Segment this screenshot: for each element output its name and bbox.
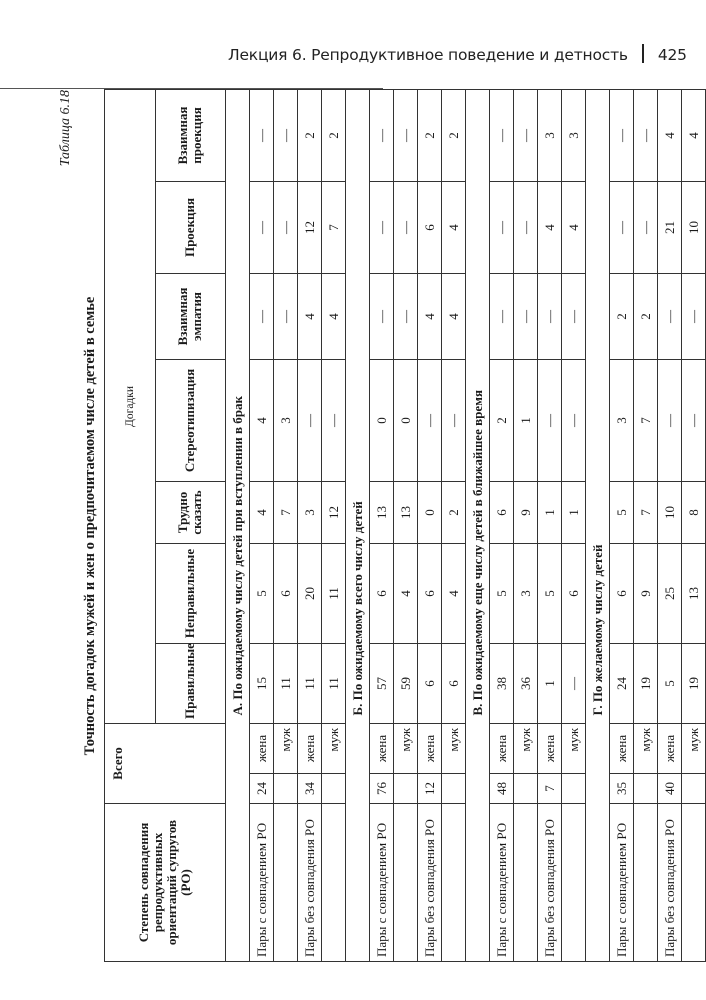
row-respondent: муж [274,723,298,773]
section-label: Б. По ожидаемому всего числу детей [346,89,370,723]
row-value: — [610,89,634,181]
row-value: 15 [250,643,274,723]
data-table [104,89,706,962]
row-value: — [274,89,298,181]
row-value: 7 [634,481,658,543]
row-value: 2 [442,481,466,543]
row-group: Пары без совпадения РО [538,804,562,962]
row-value: — [634,181,658,273]
row-value: 9 [634,543,658,643]
table-body [226,89,706,961]
row-value: — [490,181,514,273]
row-value: 1 [538,481,562,543]
row-total: 35 [610,774,634,804]
section-blank [466,723,490,961]
row-value: 4 [682,89,706,181]
row-group [634,804,658,962]
row-total [634,774,658,804]
row-value: 3 [298,481,322,543]
row-value: — [394,89,418,181]
row-value: 4 [538,181,562,273]
row-group: Пары с совпадением РО [250,804,274,962]
row-value: — [394,181,418,273]
row-value: — [370,89,394,181]
row-value: — [250,273,274,359]
row-group: Пары без совпадения РО [658,804,682,962]
row-value: 25 [658,543,682,643]
header-col-mutual-projection: Взаимная проекция [155,89,225,181]
row-value: 5 [610,481,634,543]
row-value: — [418,359,442,481]
row-total: 76 [370,774,394,804]
row-value: 8 [682,481,706,543]
row-value: — [682,273,706,359]
row-value: 4 [442,181,466,273]
row-value: 6 [370,543,394,643]
row-value: 9 [514,481,538,543]
header-col-correct: Правильные [155,643,225,723]
row-total [562,774,586,804]
row-value: 6 [418,181,442,273]
table-row [418,89,442,961]
row-value: 4 [418,273,442,359]
row-value: 11 [298,643,322,723]
row-value: 4 [562,181,586,273]
section-label: Г. По желаемому числу детей [586,89,610,723]
row-value: 7 [322,181,346,273]
row-value: 4 [250,481,274,543]
row-group: Пары с совпадением РО [370,804,394,962]
row-value: 12 [298,181,322,273]
row-value: — [514,89,538,181]
row-value: 6 [418,543,442,643]
row-total: 12 [418,774,442,804]
row-respondent: муж [442,723,466,773]
row-value: 6 [442,643,466,723]
row-respondent: муж [562,723,586,773]
header-col-projection: Проекция [155,181,225,273]
row-respondent: муж [394,723,418,773]
row-value: 59 [394,643,418,723]
row-value: 0 [418,481,442,543]
header-separator [642,44,644,63]
row-respondent: муж [682,723,706,773]
row-value: — [490,273,514,359]
row-value: — [370,181,394,273]
row-value: 3 [514,543,538,643]
header-col-mutual-empathy: Взаимная эмпатия [155,273,225,359]
row-respondent: жена [418,723,442,773]
row-value: 1 [514,359,538,481]
row-total [514,774,538,804]
row-value: 2 [634,273,658,359]
row-value: 5 [490,543,514,643]
row-value: 2 [322,89,346,181]
row-value: 6 [562,543,586,643]
row-value: 1 [538,643,562,723]
table-row [562,89,586,961]
row-respondent: жена [610,723,634,773]
table-row [370,89,394,961]
table-caption: Таблица 6.18 [58,90,73,167]
row-total: 34 [298,774,322,804]
row-value: 6 [610,543,634,643]
row-value: 19 [682,643,706,723]
row-value: — [514,273,538,359]
row-value: — [610,181,634,273]
table-row [442,89,466,961]
row-group [394,804,418,962]
table-row [490,89,514,961]
page-number: 425 [657,46,687,64]
row-value: — [658,359,682,481]
row-respondent: муж [634,723,658,773]
row-respondent: жена [658,723,682,773]
row-value: 2 [418,89,442,181]
row-value: — [490,89,514,181]
row-value: 12 [322,481,346,543]
row-value: 4 [250,359,274,481]
table-row [394,89,418,961]
table-row [682,89,706,961]
row-value: 2 [298,89,322,181]
row-group [562,804,586,962]
row-value: 5 [538,543,562,643]
row-value: 2 [442,89,466,181]
row-value: — [682,359,706,481]
row-value: 11 [322,643,346,723]
row-value: 0 [370,359,394,481]
section-header-row [346,89,370,961]
row-value: 20 [298,543,322,643]
row-group: Пары без совпадения РО [418,804,442,962]
table-row [514,89,538,961]
table-row [298,89,322,961]
row-value: 24 [610,643,634,723]
row-value: 4 [394,543,418,643]
table-row [658,89,682,961]
row-value: 36 [514,643,538,723]
table-title: Точность догадок мужей и жен о предпочитаемом числе детей в семье [82,296,98,756]
row-respondent: муж [322,723,346,773]
row-respondent: жена [250,723,274,773]
row-respondent: жена [298,723,322,773]
row-value: 6 [418,643,442,723]
row-respondent: жена [490,723,514,773]
row-group [322,804,346,962]
row-value: 2 [610,273,634,359]
row-value: 2 [490,359,514,481]
row-total [442,774,466,804]
row-value: 4 [298,273,322,359]
table-row [610,89,634,961]
section-header-row [586,89,610,961]
row-total [682,774,706,804]
row-value: — [538,359,562,481]
row-group: Пары без совпадения РО [298,804,322,962]
row-value: — [562,643,586,723]
row-value: — [514,181,538,273]
row-value: — [298,359,322,481]
header-col-hard-to-say: Трудно сказать [155,481,225,543]
row-value: 3 [274,359,298,481]
row-value: 13 [682,543,706,643]
row-respondent: жена [370,723,394,773]
table-row [274,89,298,961]
row-value: 6 [274,543,298,643]
row-total: 40 [658,774,682,804]
header-total: Всего [105,723,226,803]
section-blank [226,723,250,961]
row-value: 4 [442,273,466,359]
row-value: 21 [658,181,682,273]
row-value: 5 [250,543,274,643]
row-value: — [634,89,658,181]
row-group [514,804,538,962]
row-value: — [658,273,682,359]
row-value: — [250,181,274,273]
table-row [322,89,346,961]
row-value: 11 [322,543,346,643]
row-value: 4 [658,89,682,181]
section-blank [346,723,370,961]
section-header-row [226,89,250,961]
row-value: 5 [658,643,682,723]
row-value: — [562,273,586,359]
row-value: 57 [370,643,394,723]
row-value: 13 [394,481,418,543]
row-group [274,804,298,962]
row-value: — [394,273,418,359]
rotated-table-block [58,90,701,962]
row-group [682,804,706,962]
section-blank [586,723,610,961]
row-total [274,774,298,804]
row-value: 3 [610,359,634,481]
row-value: 11 [274,643,298,723]
row-value: — [562,359,586,481]
row-value: — [370,273,394,359]
row-value: — [274,273,298,359]
row-group: Пары с совпадением РО [490,804,514,962]
row-value: 7 [634,359,658,481]
row-group: Пары с совпадением РО [610,804,634,962]
row-respondent: муж [514,723,538,773]
row-value: 0 [394,359,418,481]
header-col-stereotyping: Стереотипизация [155,359,225,481]
table-row [634,89,658,961]
row-total [394,774,418,804]
running-header [228,44,687,64]
section-label: В. По ожидаемому еще числу детей в ближайшее время [466,89,490,723]
row-value: 13 [370,481,394,543]
row-value: 4 [322,273,346,359]
row-value: — [538,273,562,359]
row-value: 7 [274,481,298,543]
row-value: 4 [442,543,466,643]
row-value: 19 [634,643,658,723]
table-row [538,89,562,961]
header-degree: Степень совпадения репродуктивных ориентаций супругов (РО) [105,804,226,962]
lecture-title: Лекция 6. Репродуктивное поведение и детность [228,46,628,64]
row-total: 24 [250,774,274,804]
row-value: — [274,181,298,273]
header-col-incorrect: Неправильные [155,543,225,643]
row-total: 7 [538,774,562,804]
row-value: 6 [490,481,514,543]
row-value: 38 [490,643,514,723]
row-total [322,774,346,804]
row-group [442,804,466,962]
section-label: А. По ожидаемому числу детей при вступлении в брак [226,89,250,723]
row-respondent: жена [538,723,562,773]
row-value: — [442,359,466,481]
row-value: — [322,359,346,481]
row-value: — [250,89,274,181]
row-value: 10 [682,181,706,273]
row-value: 10 [658,481,682,543]
row-value: 3 [562,89,586,181]
row-value: 1 [562,481,586,543]
table-row [250,89,274,961]
row-total: 48 [490,774,514,804]
row-value: 3 [538,89,562,181]
section-header-row [466,89,490,961]
header-guesses: Догадки [105,89,156,723]
